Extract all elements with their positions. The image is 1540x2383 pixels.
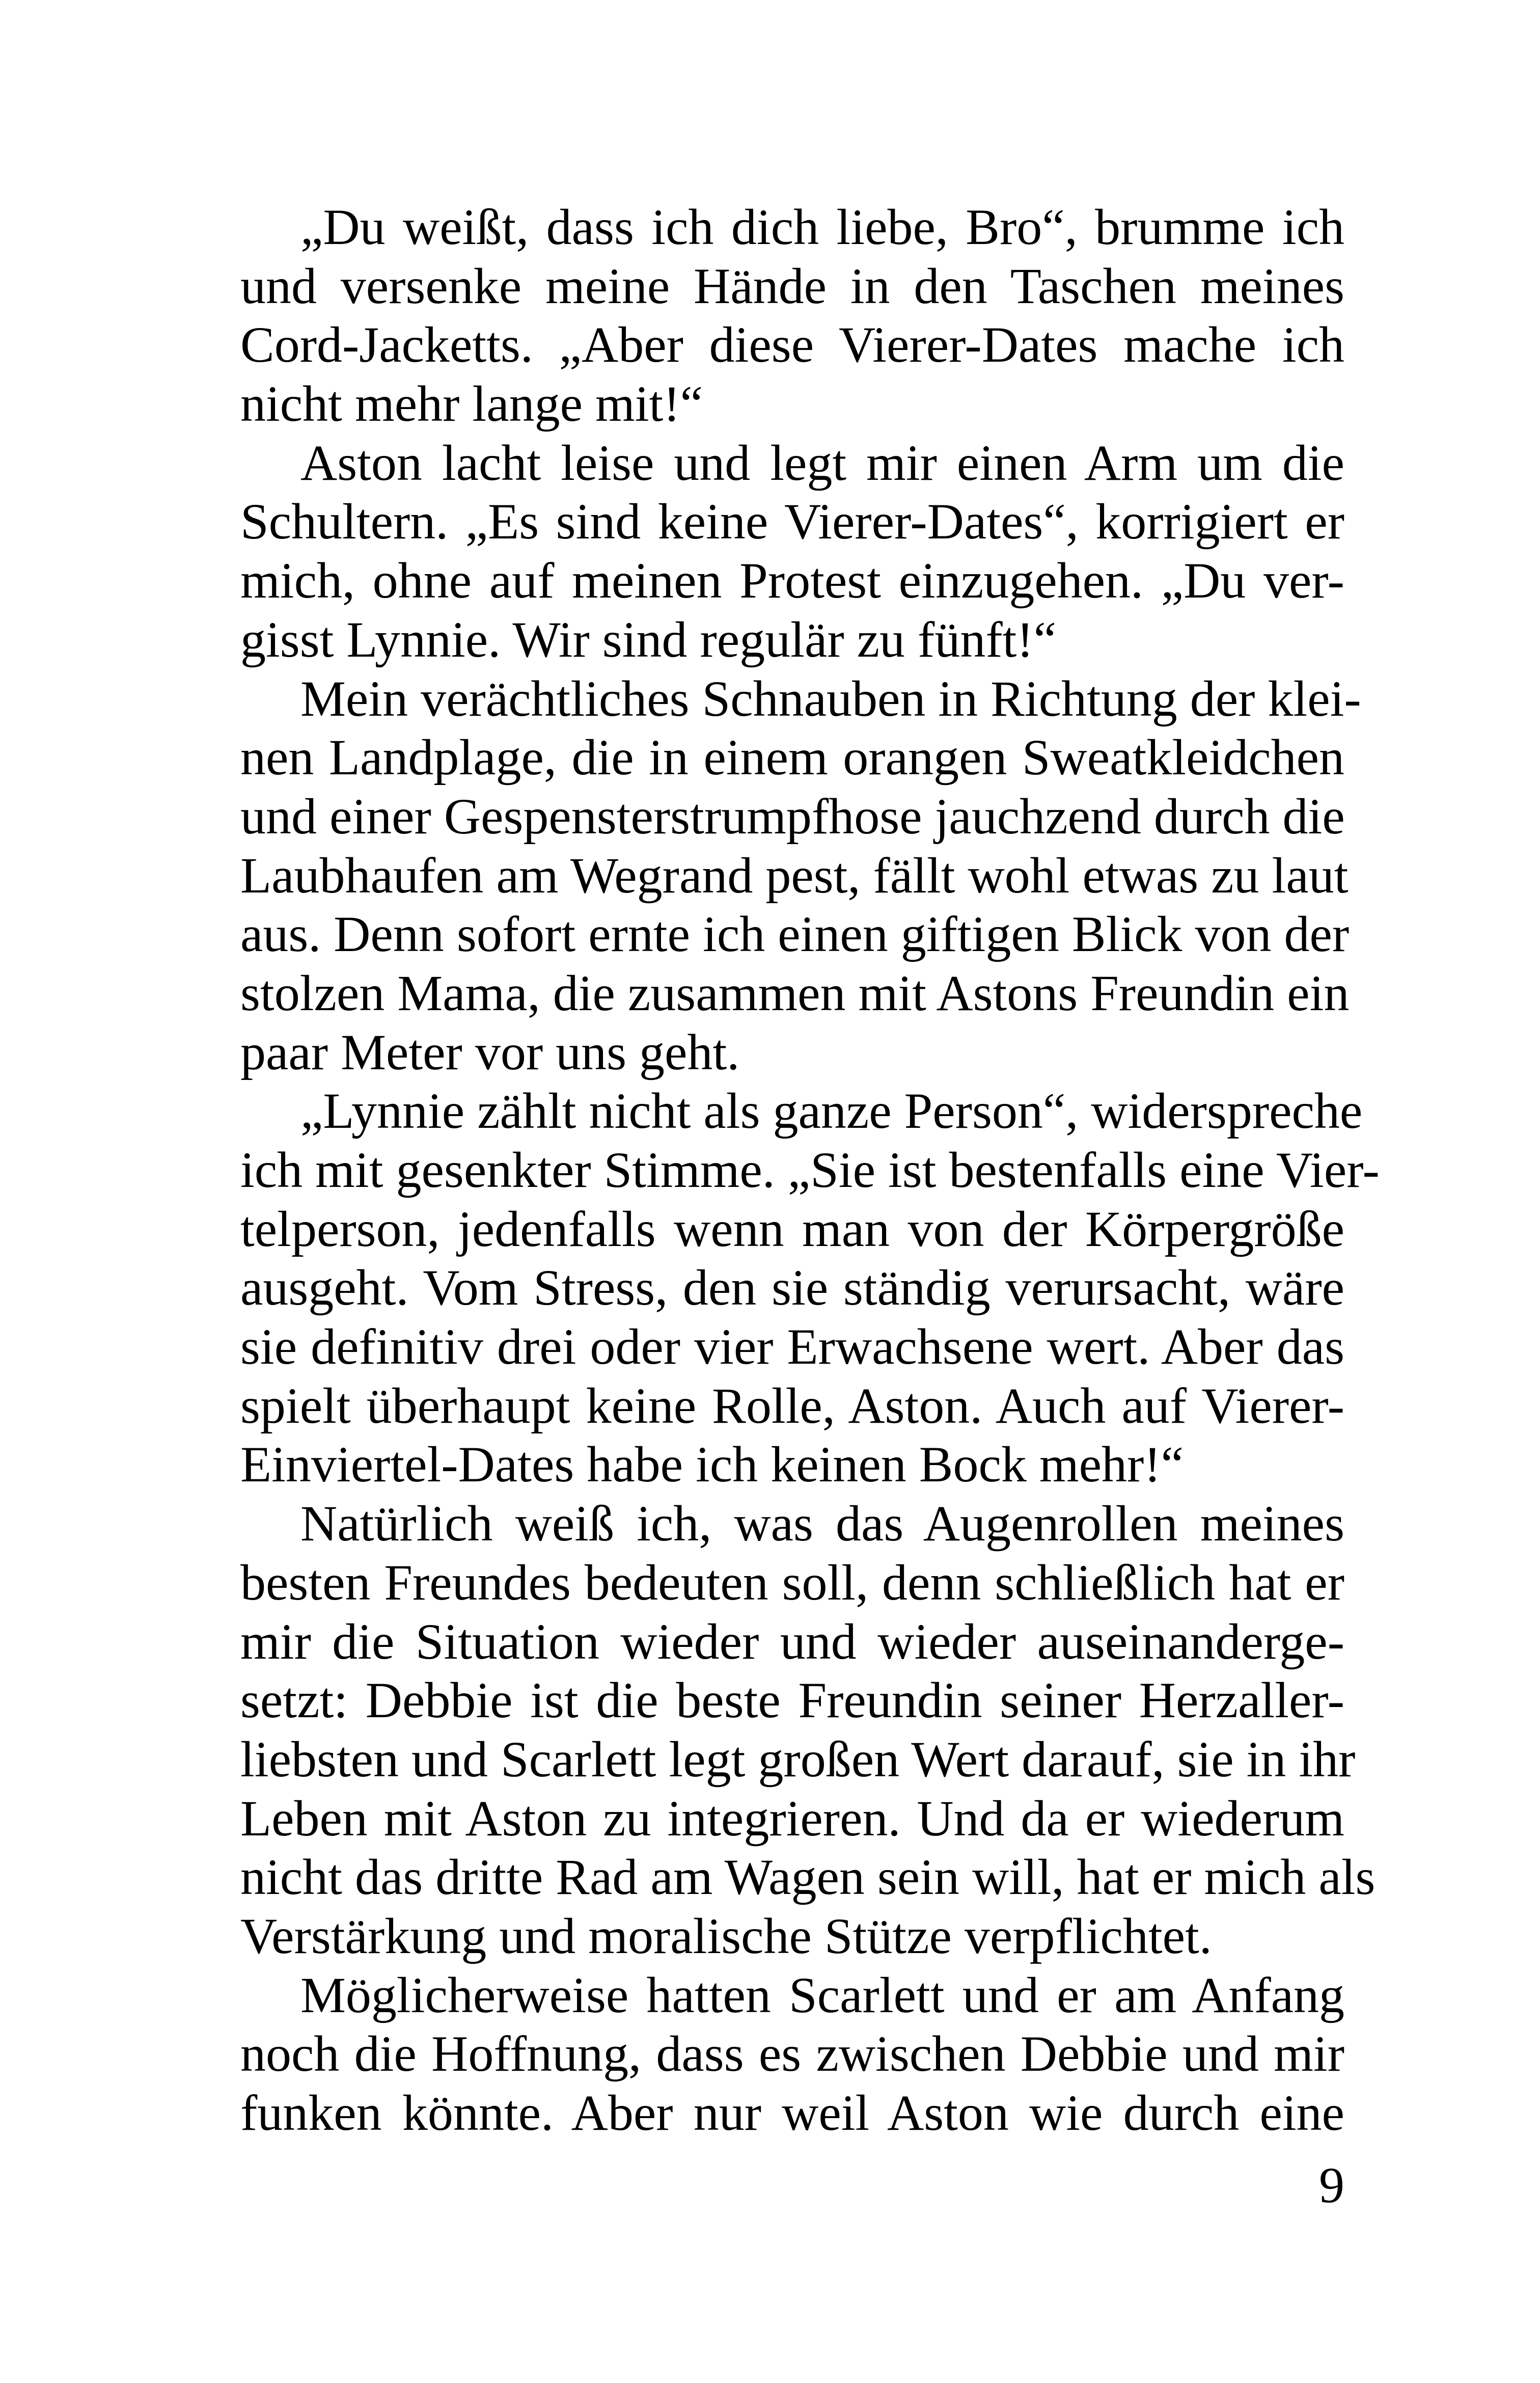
text-line: nen Landplage, die in einem orangen Sweatkleidchen	[240, 729, 1344, 786]
text-line: Cord-Jacketts. „Aber diese Vierer-Dates mache ich	[240, 316, 1344, 373]
text-line: Laubhaufen am Wegrand pest, fällt wohl etwas zu laut	[240, 847, 1349, 904]
text-line: nicht das dritte Rad am Wagen sein will, hat er mich als	[240, 1849, 1376, 1906]
text-line: besten Freundes bedeuten soll, denn schließlich hat er	[240, 1554, 1344, 1611]
body-text	[240, 198, 1380, 2143]
paragraph	[240, 1081, 1380, 1494]
text-line: paar Meter vor uns geht.	[240, 1023, 740, 1080]
text-line: mir die Situation wieder und wieder auseinanderge-	[240, 1613, 1344, 1670]
text-line: Verstärkung und moralische Stütze verpflichtet.	[240, 1907, 1212, 1964]
text-line: „Du weißt, dass ich dich liebe, Bro“, brumme ich	[300, 199, 1344, 255]
text-line: telperson, jedenfalls wenn man von der Körpergröße	[240, 1200, 1344, 1257]
text-line: aus. Denn sofort ernte ich einen giftigen Blick von der	[240, 906, 1350, 963]
text-line: Schultern. „Es sind keine Vierer-Dates“, korrigiert er	[240, 493, 1344, 550]
paragraph	[240, 1966, 1344, 2143]
text-line: und versenke meine Hände in den Taschen meines	[240, 257, 1344, 314]
paragraph	[240, 669, 1361, 1082]
text-line: stolzen Mama, die zusammen mit Astons Freundin ein	[240, 964, 1350, 1021]
text-line: funken könnte. Aber nur weil Aston wie durch eine	[240, 2084, 1344, 2141]
text-line: sie definitiv drei oder vier Erwachsene wert. Aber das	[240, 1318, 1344, 1375]
paragraph	[240, 1494, 1376, 1966]
text-line: „Lynnie zählt nicht als ganze Person“, widerspreche	[300, 1082, 1363, 1140]
text-line: und einer Gespensterstrumpfhose jauchzend durch die	[240, 788, 1345, 845]
text-line: Einviertel-Dates habe ich keinen Bock mehr!“	[240, 1436, 1184, 1493]
paragraph	[240, 198, 1344, 434]
text-line: ich mit gesenkter Stimme. „Sie ist bestenfalls eine Vier-	[240, 1142, 1380, 1198]
text-line: Möglicherweise hatten Scarlett und er am Anfang	[300, 1966, 1344, 2023]
page-number: 9	[1319, 2157, 1344, 2213]
text-line: Aston lacht leise und legt mir einen Arm um die	[300, 434, 1344, 491]
text-line: gisst Lynnie. Wir sind regulär zu fünft!“	[240, 611, 1057, 668]
paragraph	[240, 434, 1344, 669]
text-line: spielt überhaupt keine Rolle, Aston. Auch auf Vierer-	[240, 1377, 1344, 1434]
text-line: Mein verächtliches Schnauben in Richtung der klei-	[300, 670, 1361, 727]
text-line: liebsten und Scarlett legt großen Wert darauf, sie in ihr	[240, 1730, 1356, 1788]
text-line: mich, ohne auf meinen Protest einzugehen. „Du ver-	[240, 552, 1344, 609]
text-line: Leben mit Aston zu integrieren. Und da er wiederum	[240, 1790, 1344, 1847]
text-line: nicht mehr lange mit!“	[240, 375, 703, 432]
text-line: ausgeht. Vom Stress, den sie ständig verursacht, wäre	[240, 1259, 1344, 1316]
text-line: Natürlich weiß ich, was das Augenrollen meines	[300, 1495, 1344, 1552]
text-line: setzt: Debbie ist die beste Freundin seiner Herzaller-	[240, 1672, 1344, 1729]
text-line: noch die Hoffnung, dass es zwischen Debbie und mir	[240, 2025, 1344, 2082]
